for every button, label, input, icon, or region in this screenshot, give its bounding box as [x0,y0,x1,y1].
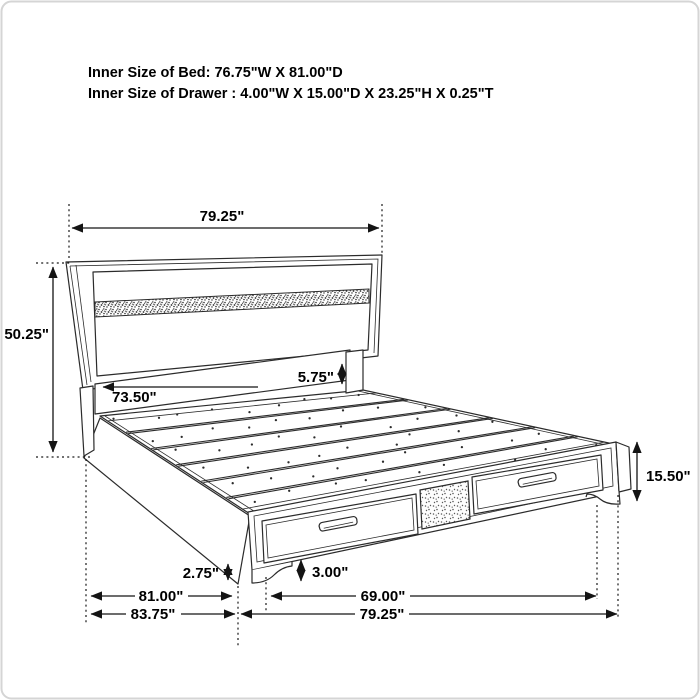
label-drawer-section: 69.00" [360,588,406,605]
headboard-right-post [346,350,363,393]
inner-drawer-size-label: Inner Size of Drawer : 4.00"W X 15.00"D X 23.25"H X 0.25"T [88,86,494,102]
label-overall-depth: 83.75" [130,606,176,623]
label-headboard-height: 50.25" [4,326,49,343]
label-inner-headboard-width: 73.50" [112,389,157,406]
label-bracket-foot-height: 3.00" [312,564,349,581]
label-foot-height: 2.75" [182,565,219,582]
inner-bed-size-label: Inner Size of Bed: 76.75"W X 81.00"D [88,65,343,81]
bed-drawing [66,255,631,584]
headboard-left-leg [80,386,94,456]
label-rail-height: 5.75" [297,369,334,386]
label-inner-depth: 81.00" [138,588,184,605]
label-headboard-width: 79.25" [199,208,245,225]
footboard-end-cap [616,442,631,492]
label-overall-width: 79.25" [359,606,405,623]
label-footboard-height: 15.50" [646,468,691,485]
